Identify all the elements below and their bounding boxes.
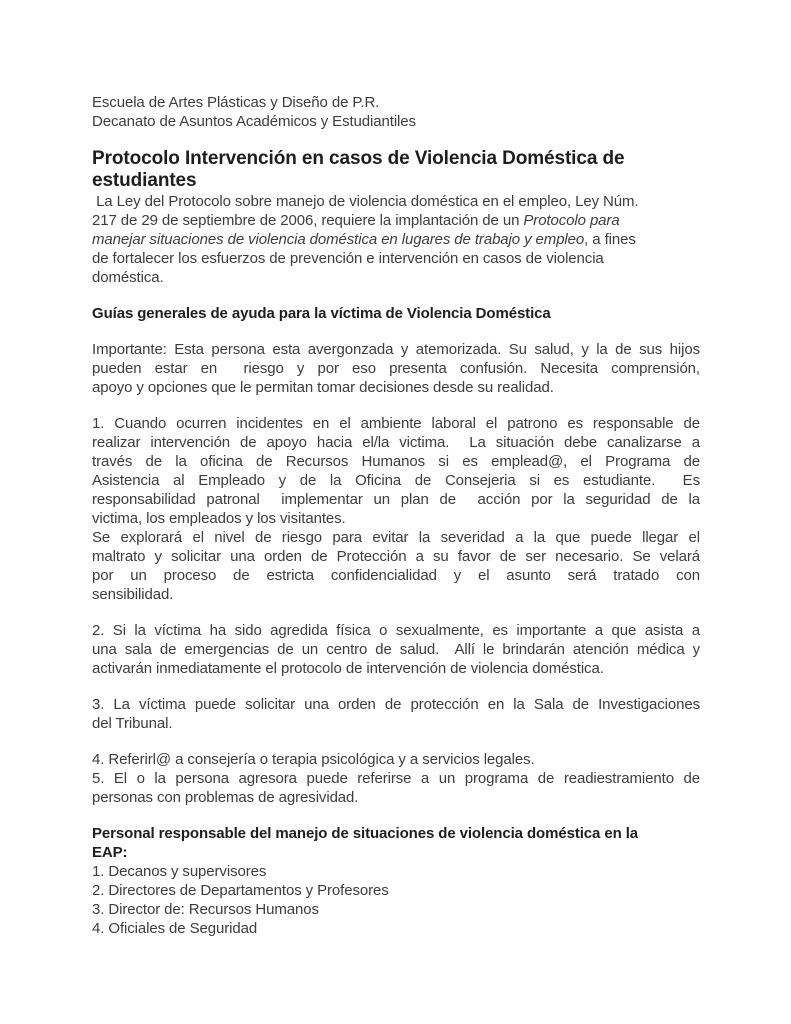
text-line <box>92 490 700 509</box>
text-line <box>92 750 700 769</box>
text-run: La Ley del Protocolo sobre manejo de violencia doméstica en el empleo, Ley Núm. <box>92 193 639 210</box>
personal-list <box>92 862 700 938</box>
text-line <box>92 695 700 714</box>
section-heading-personal <box>92 824 700 862</box>
text-run: de fortalecer los esfuerzos de prevención e intervención en casos de violencia <box>92 250 604 267</box>
text-run: personas con problemas de agresividad. <box>92 789 359 806</box>
text-line <box>92 509 700 528</box>
text-line <box>92 170 700 192</box>
text-run: del Tribunal. <box>92 715 173 732</box>
text-run: activarán inmediatamente el protocolo de intervención de violencia doméstica. <box>92 660 604 677</box>
text-run: maltrato y solicitar una orden de Protección a su favor de ser necesario. Se velará <box>92 548 700 565</box>
text-run: 3. Director de: Recursos Humanos <box>92 901 319 918</box>
text-run: estudiantes <box>92 170 197 191</box>
text-run: 217 de 29 de septiembre de 2006, requiere la implantación de un <box>92 212 524 229</box>
text-line <box>92 230 700 249</box>
text-line <box>92 659 700 678</box>
text-line <box>92 340 700 359</box>
letterhead <box>92 93 700 131</box>
text-line <box>92 881 700 900</box>
section-heading-guias <box>92 304 700 323</box>
text-line <box>92 93 700 112</box>
text-line <box>92 192 700 211</box>
text-line <box>92 547 700 566</box>
text-line <box>92 249 700 268</box>
text-run: 1. Decanos y supervisores <box>92 863 267 880</box>
text-run: Importante: Esta persona esta avergonzada y atemorizada. Su salud, y la de sus hijos <box>92 341 700 358</box>
document-page <box>92 93 700 938</box>
text-line <box>92 585 700 604</box>
italic-text-run: Protocolo para <box>523 212 620 229</box>
text-run: 2. Si la víctima ha sido agredida física o sexualmente, es importante a que asista a <box>92 622 700 639</box>
item-1-paragraph <box>92 414 700 604</box>
text-line <box>92 471 700 490</box>
text-line <box>92 433 700 452</box>
text-line <box>92 788 700 807</box>
intro-paragraph <box>92 192 700 287</box>
text-run: Se explorará el nivel de riesgo para evitar la severidad a la que puede llegar el <box>92 529 700 546</box>
text-run: 2. Directores de Departamentos y Profesores <box>92 882 389 899</box>
text-run: Decanato de Asuntos Académicos y Estudiantiles <box>92 113 416 130</box>
text-line <box>92 919 700 938</box>
item-2-paragraph <box>92 621 700 678</box>
text-run: Escuela de Artes Plásticas y Diseño de P.R. <box>92 94 380 111</box>
text-line <box>92 862 700 881</box>
doc-title <box>92 148 700 192</box>
text-run: por un proceso de estricta confidencialidad y el asunto será tratado con <box>92 567 700 584</box>
text-run: sensibilidad. <box>92 586 174 603</box>
text-line <box>92 148 700 170</box>
text-run: Personal responsable del manejo de situaciones de violencia doméstica en la <box>92 825 639 842</box>
text-run: 4. Oficiales de Seguridad <box>92 920 258 937</box>
text-line <box>92 824 700 843</box>
text-run: 4. Referirl@ a consejería o terapia psicológica y a servicios legales. <box>92 751 535 768</box>
text-run: responsabilidad patronal implementar un plan de acción por la seguridad de la <box>92 491 700 508</box>
text-run: pueden estar en riesgo y por eso presenta confusión. Necesita comprensión, <box>92 360 700 377</box>
text-line <box>92 640 700 659</box>
text-run: 1. Cuando ocurren incidentes en el ambiente laboral el patrono es responsable de <box>92 415 700 432</box>
importante-paragraph <box>92 340 700 397</box>
italic-text-run: manejar situaciones de violencia doméstica en lugares de trabajo y empleo <box>92 231 585 248</box>
text-run: , a fines <box>584 231 636 248</box>
text-run: Guías generales de ayuda para la víctima de Violencia Doméstica <box>92 305 551 322</box>
text-run: través de la oficina de Recursos Humanos si es emplead@, el Programa de <box>92 453 700 470</box>
text-line <box>92 359 700 378</box>
text-run: victima, los empleados y los visitantes. <box>92 510 346 527</box>
text-line <box>92 769 700 788</box>
text-line <box>92 414 700 433</box>
items-4-5-paragraph <box>92 750 700 807</box>
text-line <box>92 843 700 862</box>
text-line <box>92 900 700 919</box>
text-line <box>92 714 700 733</box>
text-line <box>92 452 700 471</box>
text-line <box>92 378 700 397</box>
text-line <box>92 621 700 640</box>
text-run: 5. El o la persona agresora puede referirse a un programa de readiestramiento de <box>92 770 700 787</box>
text-line <box>92 112 700 131</box>
text-run: Asistencia al Empleado y de la Oficina de Consejeria si es estudiante. Es <box>92 472 700 489</box>
text-run: EAP: <box>92 844 128 861</box>
text-run: realizar intervención de apoyo hacia el/la victima. La situación debe canalizarse a <box>92 434 700 451</box>
text-line <box>92 528 700 547</box>
text-run: doméstica. <box>92 269 164 286</box>
text-run: Protocolo Intervención en casos de Violencia Doméstica de <box>92 148 625 169</box>
text-line <box>92 211 700 230</box>
text-line <box>92 566 700 585</box>
text-run: apoyo y opciones que le permitan tomar decisiones desde su realidad. <box>92 379 554 396</box>
item-3-paragraph <box>92 695 700 733</box>
text-line <box>92 304 700 323</box>
text-run: una sala de emergencias de un centro de salud. Allí le brindarán atención médica y <box>92 641 700 658</box>
text-line <box>92 268 700 287</box>
text-run: 3. La víctima puede solicitar una orden de protección en la Sala de Investigaciones <box>92 696 700 713</box>
